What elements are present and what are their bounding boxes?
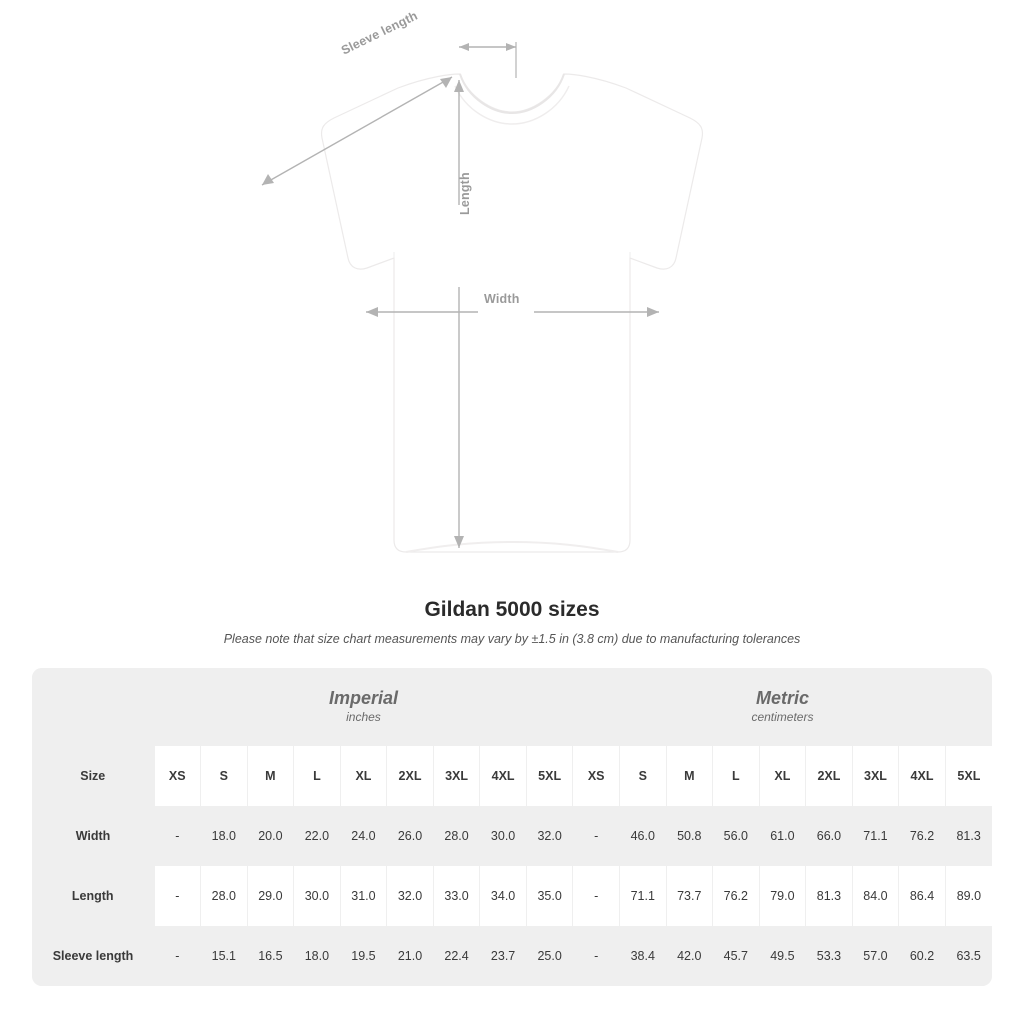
- size-header-cell: 3XL: [433, 746, 480, 806]
- measurement-cell: 25.0: [526, 926, 573, 986]
- table-row: [32, 806, 992, 866]
- measurement-cell: 63.5: [945, 926, 992, 986]
- measurement-cell: 76.2: [899, 806, 946, 866]
- measurement-cell: 46.0: [619, 806, 666, 866]
- tolerance-note: Please note that size chart measurements may vary by ±1.5 in (3.8 cm) due to manufacturing tolerances: [223, 632, 801, 646]
- width-label: Width: [484, 292, 520, 306]
- size-header-cell: S: [201, 746, 248, 806]
- size-header-cell: 4XL: [480, 746, 527, 806]
- size-header-cell: XL: [759, 746, 806, 806]
- measurement-cell: 56.0: [713, 806, 760, 866]
- size-column-header: Size: [32, 746, 154, 806]
- page-title: Gildan 5000 sizes: [424, 598, 600, 621]
- measurement-cell: 32.0: [387, 866, 434, 926]
- unit-header-imperial: [154, 668, 573, 746]
- size-header-cell: M: [666, 746, 713, 806]
- row-label: Sleeve length: [32, 926, 154, 986]
- size-header-cell: 5XL: [526, 746, 573, 806]
- unit-header-row: [32, 668, 992, 746]
- measurement-cell: 21.0: [387, 926, 434, 986]
- measurement-cell: 26.0: [387, 806, 434, 866]
- size-table-container: [32, 668, 992, 986]
- measurement-cell: 86.4: [899, 866, 946, 926]
- measurement-cell: 29.0: [247, 866, 294, 926]
- measurement-cell: 61.0: [759, 806, 806, 866]
- measurement-cell: 19.5: [340, 926, 387, 986]
- measurement-cell: 84.0: [852, 866, 899, 926]
- size-header-cell: 4XL: [899, 746, 946, 806]
- measurement-cell: 24.0: [340, 806, 387, 866]
- size-header-cell: S: [619, 746, 666, 806]
- sleeve-length-label: Sleeve length: [339, 8, 420, 58]
- measurement-cell: 81.3: [806, 866, 853, 926]
- unit-subtitle: inches: [346, 710, 381, 725]
- size-table: [32, 668, 992, 986]
- size-header-cell: L: [294, 746, 341, 806]
- measurement-cell: 42.0: [666, 926, 713, 986]
- size-header-cell: L: [713, 746, 760, 806]
- measurement-cell: 81.3: [945, 806, 992, 866]
- measurement-cell: 57.0: [852, 926, 899, 986]
- measurement-cell: 20.0: [247, 806, 294, 866]
- measurement-cell: -: [573, 806, 620, 866]
- measurement-cell: -: [154, 866, 201, 926]
- measurement-cell: 32.0: [526, 806, 573, 866]
- table-row: [32, 926, 992, 986]
- measurement-cell: 79.0: [759, 866, 806, 926]
- measurement-cell: -: [154, 806, 201, 866]
- measurement-cell: 73.7: [666, 866, 713, 926]
- size-header-cell: XS: [154, 746, 201, 806]
- measurement-cell: 28.0: [433, 806, 480, 866]
- size-header-cell: 3XL: [852, 746, 899, 806]
- measurement-cell: 18.0: [294, 926, 341, 986]
- measurement-cell: 60.2: [899, 926, 946, 986]
- measurement-cell: 35.0: [526, 866, 573, 926]
- size-header-cell: 2XL: [806, 746, 853, 806]
- size-header-cell: M: [247, 746, 294, 806]
- measurement-cell: 18.0: [201, 806, 248, 866]
- unit-header-metric: [573, 668, 992, 746]
- measurement-cell: 30.0: [480, 806, 527, 866]
- measurement-cell: -: [573, 926, 620, 986]
- measurement-cell: 71.1: [619, 866, 666, 926]
- size-header-cell: XL: [340, 746, 387, 806]
- length-label: Length: [458, 172, 472, 215]
- measurement-cell: 22.4: [433, 926, 480, 986]
- measurement-cell: 50.8: [666, 806, 713, 866]
- row-label: Width: [32, 806, 154, 866]
- measurement-cell: 49.5: [759, 926, 806, 986]
- size-header-cell: 5XL: [945, 746, 992, 806]
- measurement-cell: 66.0: [806, 806, 853, 866]
- chart-heading: [0, 598, 1024, 646]
- measurement-cell: 23.7: [480, 926, 527, 986]
- measurement-cell: 89.0: [945, 866, 992, 926]
- measurement-cell: 53.3: [806, 926, 853, 986]
- measurement-cell: 28.0: [201, 866, 248, 926]
- measurement-cell: -: [573, 866, 620, 926]
- measurement-cell: 31.0: [340, 866, 387, 926]
- measurement-cell: 15.1: [201, 926, 248, 986]
- measurement-cell: -: [154, 926, 201, 986]
- unit-subtitle: centimeters: [751, 710, 814, 725]
- size-header-row: [32, 746, 992, 806]
- unit-header-spacer: [32, 668, 154, 746]
- measurement-cell: 34.0: [480, 866, 527, 926]
- measurement-cell: 76.2: [713, 866, 760, 926]
- measurement-cell: 22.0: [294, 806, 341, 866]
- measurement-cell: 71.1: [852, 806, 899, 866]
- unit-name: Imperial: [328, 687, 398, 708]
- row-label: Length: [32, 866, 154, 926]
- size-header-cell: XS: [573, 746, 620, 806]
- measurement-cell: 33.0: [433, 866, 480, 926]
- measurement-cell: 16.5: [247, 926, 294, 986]
- size-header-cell: 2XL: [387, 746, 434, 806]
- unit-name: Metric: [755, 687, 809, 708]
- table-row: [32, 866, 992, 926]
- measurement-cell: 38.4: [619, 926, 666, 986]
- measurement-cell: 30.0: [294, 866, 341, 926]
- measurement-cell: 45.7: [713, 926, 760, 986]
